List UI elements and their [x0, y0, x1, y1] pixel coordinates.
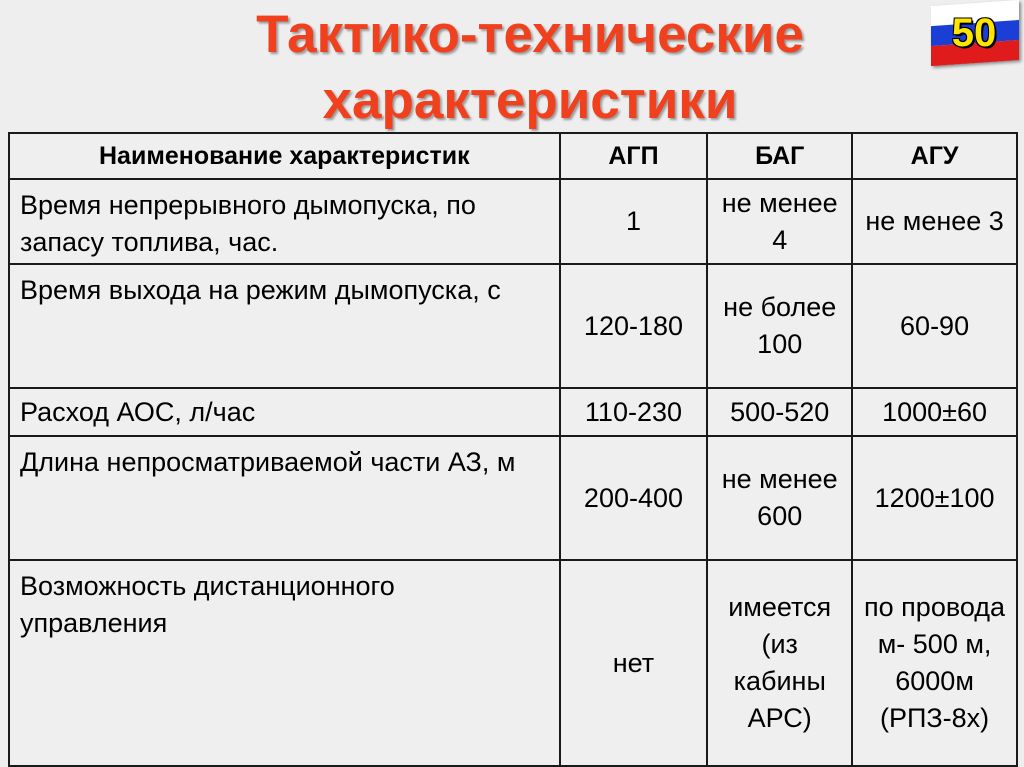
- bag-cell: не более 100: [707, 264, 852, 388]
- table-row: [9, 179, 1017, 264]
- column-header-agu: АГУ: [852, 133, 1017, 179]
- agu-cell: 1200±100: [852, 436, 1017, 560]
- table-row: [9, 436, 1017, 560]
- specs-table: [8, 132, 1018, 767]
- row-name-cell: Время выхода на режим дымопуска, с: [9, 264, 560, 388]
- bag-cell: не менее 600: [707, 436, 852, 560]
- row-name-cell: Расход АОС, л/час: [9, 388, 560, 436]
- agp-cell: нет: [560, 560, 708, 766]
- bag-cell: не менее 4: [707, 179, 852, 264]
- title-line-1: Тактико-технические: [256, 5, 804, 64]
- agp-cell: 1: [560, 179, 708, 264]
- agu-cell: не менее 3: [852, 179, 1017, 264]
- row-name-cell: Время непрерывного дымопуска, по запасу топлива, час.: [9, 179, 560, 264]
- table-header-row: [9, 133, 1017, 179]
- column-header-bag: БАГ: [707, 133, 852, 179]
- slide-title: [120, 2, 940, 134]
- title-line-2: характеристики: [322, 71, 738, 130]
- agp-cell: 200-400: [560, 436, 708, 560]
- agu-cell: 1000±60: [852, 388, 1017, 436]
- column-header-name: Наименование характеристик: [9, 133, 560, 179]
- slide-number-badge: 50: [951, 11, 997, 55]
- table-row: [9, 560, 1017, 766]
- agu-cell: по провода м- 500 м, 6000м (РПЗ-8х): [852, 560, 1017, 766]
- row-name-cell: Возможность дистанционного управления: [9, 560, 560, 766]
- row-name-cell: Длина непросматриваемой части АЗ, м: [9, 436, 560, 560]
- bag-cell: 500-520: [707, 388, 852, 436]
- bag-cell: имеется (из кабины АРС): [707, 560, 852, 766]
- column-header-agp: АГП: [560, 133, 708, 179]
- agp-cell: 120-180: [560, 264, 708, 388]
- agp-cell: 110-230: [560, 388, 708, 436]
- table-row: [9, 264, 1017, 388]
- table-row: [9, 388, 1017, 436]
- agu-cell: 60-90: [852, 264, 1017, 388]
